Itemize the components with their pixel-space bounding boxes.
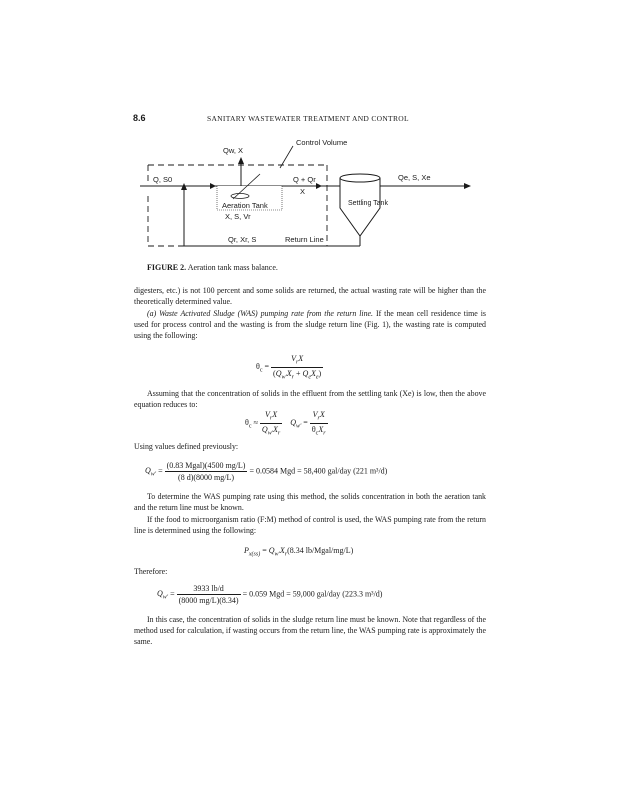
paragraph-5: To determine the WAS pumping rate using this method, the solids concentration in both the aeration tank and the return line must be known. [134,492,486,513]
paragraph-3: Assuming that the concentration of solids in the effluent from the settling tank (Xe) is low, then the above equation reduces to: [134,389,486,410]
equation-3: $Q_{w'}$ = $\frac{\text{(0.83 Mgal)(4500 mg/L)}}{(8 d)(8000 mg/L)}$ = 0.0584 Mgd = 58,400 gal/day (221 m³/d) [145,461,388,482]
paragraph-1: digesters, etc.) is not 100 percent and some solids are returned, the actual wasting rate will be higher than the theoretically determined value. [134,286,486,307]
control-volume-label: Control Volume [296,138,348,147]
paragraph-8: In this case, the concentration of solids in the sludge return line must be known. Note that regardless of the method used for calculation, if wasting occurs from the return line, the WAS pumping rate is approximately the same. [134,615,486,647]
equation-4: $P_{x(ss)} = Q_{w'}X_r(8.34$ lb/Mgal/mg/L) [244,546,354,558]
settling-tank-label: Settling Tank [348,200,388,207]
running-title: SANITARY WASTEWATER TREATMENT AND CONTROL [207,114,409,123]
equation-2: $\theta_c$ ≈ $\frac{V_rX}{Q_{w'}X_r}$ $Q_{w'}$ = $\frac{V_rX}{\theta_cX_r}$ [245,410,326,437]
figure-caption: FIGURE 2. Aeration tank mass balance. [147,263,278,272]
effluent-label: Qe, S, Xe [398,173,431,182]
influent-label: Q, S0 [153,175,173,184]
paragraph-4: Using values defined previously: [134,442,239,451]
paragraph-2: (a) Waste Activated Sludge (WAS) pumping rate from the return line. If the mean cell residence time is used for process control and the wasting is from the sludge return line (Fig. 1), the wasting rate is computed using the following: [134,309,486,341]
aeration-contents-label: X, S, Vr [225,212,251,221]
aeration-tank-label: Aeration Tank [222,201,268,210]
page-number: 8.6 [133,113,146,123]
paragraph-6: If the food to microorganism ratio (F:M) method of control is used, the WAS pumping rate from the return line is determined using the following: [134,515,486,536]
waste-flow-label: Qw, X [223,146,244,155]
return-line-label: Return Line [285,235,324,244]
equation-5: $Q_{w'}$ = $\frac{3933 lb/d}{(8000 mg/L)(8.34)}$ = 0.059 Mgd = 59,000 gal/day (223.3 m³/d) [157,584,383,605]
aeration-tank-diagram [140,128,480,258]
equation-1: $\theta_c$ = $\frac{V_rX}{(Q_{w'}X_r + Q_eX_e)}$ [256,354,322,381]
aeration-flow-label: Q + Qr [293,175,316,184]
aeration-x-label: X [300,187,306,196]
return-flow-label: Qr, Xr, S [228,235,257,244]
paragraph-7: Therefore: [134,567,168,576]
